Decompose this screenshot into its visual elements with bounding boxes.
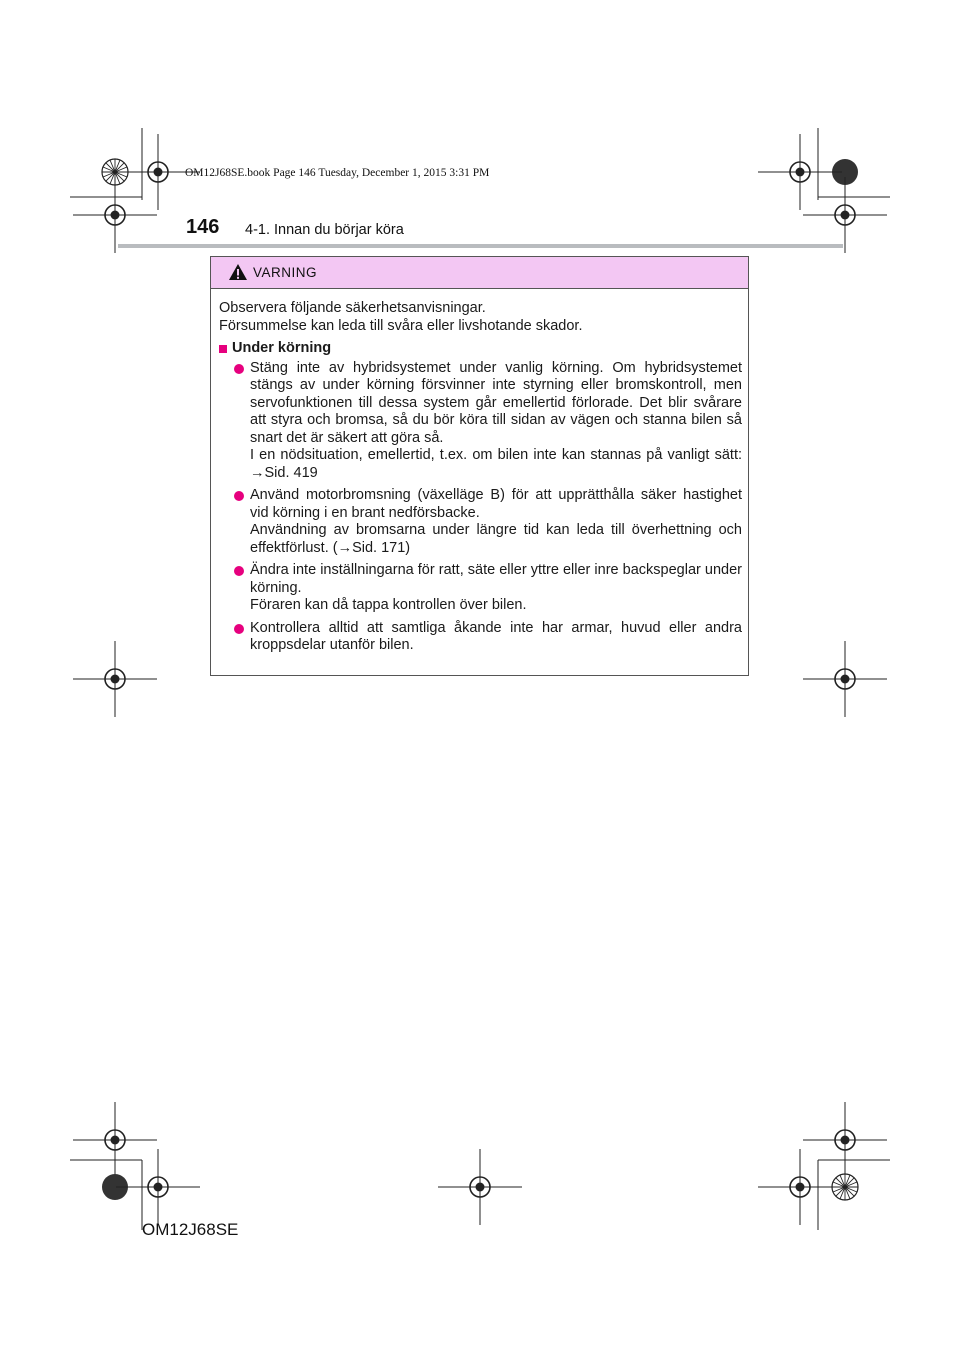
intro-line: Försummelse kan leda till svåra eller livshotande skador. [219, 317, 583, 334]
subheading-label: Under körning [232, 340, 332, 356]
list-item [219, 562, 742, 615]
section-title: 4-1. Innan du börjar köra [245, 222, 404, 238]
warning-box [210, 256, 749, 676]
crosshair-mark [758, 134, 842, 210]
list-item-text: Användning av bromsarna under längre tid kan leda till överhettning och effektförlust. (→Sid. 171) [250, 522, 742, 556]
crosshair-mark [73, 641, 157, 717]
subheading [219, 340, 742, 358]
book-info-slug: OM12J68SE.book Page 146 Tuesday, December 1, 2015 3:31 PM [185, 167, 490, 179]
circle-bullet-icon [234, 491, 244, 501]
list-item [219, 620, 742, 655]
list-item-text: Kontrollera alltid att samtliga åkande inte har armar, huvud eller andra kroppsdelar utanför bilen. [250, 619, 742, 653]
crosshair-mark [803, 641, 887, 717]
page-number: 146 [186, 216, 220, 238]
list-item [219, 487, 742, 557]
list-item-text: Använd motorbromsning (växelläge B) för att upprätthålla säker hastighet vid körning i en brant nedförsbacke. [250, 487, 742, 521]
warning-body [211, 289, 748, 655]
list-item-text: Stäng inte av hybridsystemet under vanlig körning. Om hybridsystemet stängs av under körning försvinner inte styrning eller bromskontroll, men servofunktionen till dessa system går emellertid förlorade. Det blir svårare att styra och bromsa, så du bör köra till sidan av vägen och stanna bilen så snart det är säkert att göra så. [250, 359, 742, 446]
circle-bullet-icon [234, 364, 244, 374]
intro-line: Observera följande säkerhetsanvisningar. [219, 300, 486, 316]
crosshair-mark [73, 1102, 157, 1178]
header-rule [118, 244, 843, 248]
crosshair-mark [803, 1102, 887, 1178]
warning-triangle-icon [228, 263, 248, 281]
list-item-text: I en nödsituation, emellertid, t.ex. om bilen inte kan stannas på vanligt sätt: →Sid. 419 [250, 447, 742, 481]
circle-bullet-icon [234, 624, 244, 634]
warning-title: VARNING [253, 265, 318, 280]
warning-intro [219, 300, 742, 335]
crosshair-mark [73, 177, 157, 253]
list-item-text: Föraren kan då tappa kontrollen över bilen. [250, 597, 527, 613]
list-item-text: Ändra inte inställningarna för ratt, säte eller yttre eller inre backspeglar under körning. [250, 562, 742, 596]
warning-header [211, 257, 748, 289]
list-item [219, 360, 742, 483]
crosshair-mark [438, 1149, 522, 1225]
crosshair-mark [803, 177, 887, 253]
square-bullet-icon [219, 345, 227, 353]
manual-code: OM12J68SE [142, 1220, 239, 1239]
circle-bullet-icon [234, 566, 244, 576]
